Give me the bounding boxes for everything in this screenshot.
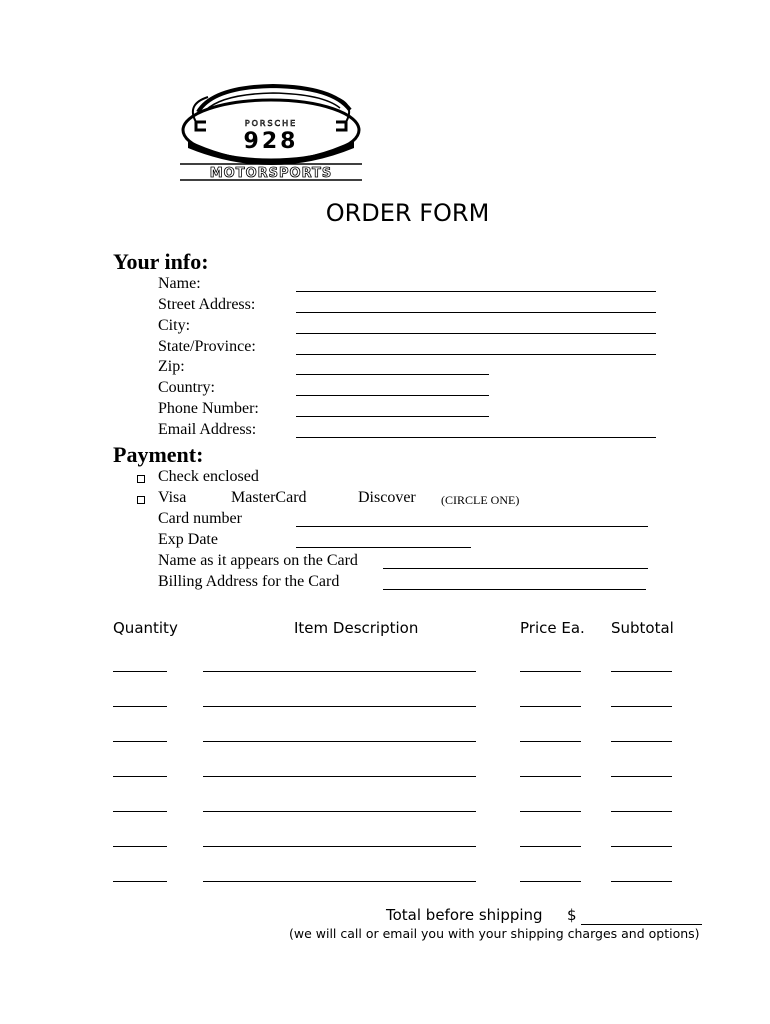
state-province-label: State/Province: xyxy=(158,338,256,355)
quantity-line[interactable] xyxy=(113,881,167,882)
price-line[interactable] xyxy=(520,881,581,882)
item-description-line[interactable] xyxy=(203,811,476,812)
price-each-header: Price Ea. xyxy=(520,619,585,637)
billing-address-label: Billing Address for the Card xyxy=(158,573,340,590)
email-address-field[interactable] xyxy=(296,437,656,438)
card-number-field[interactable] xyxy=(296,526,648,527)
subtotal-line[interactable] xyxy=(611,846,672,847)
visa-label: Visa xyxy=(158,489,187,506)
page-title: ORDER FORM xyxy=(325,199,490,227)
total-field[interactable] xyxy=(581,924,702,925)
exp-date-label: Exp Date xyxy=(158,531,218,548)
card-number-label: Card number xyxy=(158,510,242,527)
price-line[interactable] xyxy=(520,706,581,707)
name-label: Name: xyxy=(158,275,201,292)
name-on-card-field[interactable] xyxy=(383,568,648,569)
item-description-line[interactable] xyxy=(203,776,476,777)
price-line[interactable] xyxy=(520,741,581,742)
logo-bottom-text: MOTORSPORTS xyxy=(209,166,333,181)
subtotal-line[interactable] xyxy=(611,741,672,742)
zip-label: Zip: xyxy=(158,358,185,375)
porsche-928-motorsports-logo xyxy=(178,82,364,182)
circle-one-note: (CIRCLE ONE) xyxy=(441,493,520,507)
shipping-note: (we will call or email you with your shipping charges and options) xyxy=(289,926,700,941)
subtotal-line[interactable] xyxy=(611,706,672,707)
phone-number-field[interactable] xyxy=(296,416,489,417)
logo-number: 928 xyxy=(243,129,299,154)
discover-label: Discover xyxy=(358,489,416,506)
quantity-line[interactable] xyxy=(113,811,167,812)
check-enclosed-label: Check enclosed xyxy=(158,468,259,485)
quantity-header: Quantity xyxy=(113,619,178,637)
exp-date-field[interactable] xyxy=(296,547,471,548)
price-line[interactable] xyxy=(520,776,581,777)
subtotal-line[interactable] xyxy=(611,776,672,777)
price-line[interactable] xyxy=(520,811,581,812)
email-address-label: Email Address: xyxy=(158,421,257,438)
item-description-line[interactable] xyxy=(203,741,476,742)
name-field[interactable] xyxy=(296,291,656,292)
city-label: City: xyxy=(158,317,191,334)
country-field[interactable] xyxy=(296,395,489,396)
subtotal-line[interactable] xyxy=(611,881,672,882)
quantity-line[interactable] xyxy=(113,741,167,742)
subtotal-line[interactable] xyxy=(611,811,672,812)
card-checkbox[interactable] xyxy=(137,496,145,504)
total-label: Total before shipping xyxy=(386,906,543,924)
quantity-line[interactable] xyxy=(113,776,167,777)
subtotal-line[interactable] xyxy=(611,671,672,672)
city-field[interactable] xyxy=(296,333,656,334)
currency-symbol: $ xyxy=(567,906,577,924)
state-province-field[interactable] xyxy=(296,354,656,355)
subtotal-header: Subtotal xyxy=(611,619,674,637)
street-address-label: Street Address: xyxy=(158,296,256,313)
quantity-line[interactable] xyxy=(113,671,167,672)
price-line[interactable] xyxy=(520,671,581,672)
check-enclosed-checkbox[interactable] xyxy=(137,475,145,483)
quantity-line[interactable] xyxy=(113,846,167,847)
phone-number-label: Phone Number: xyxy=(158,400,259,417)
price-line[interactable] xyxy=(520,846,581,847)
item-description-line[interactable] xyxy=(203,706,476,707)
logo-top-text: PORSCHE xyxy=(244,119,298,128)
quantity-line[interactable] xyxy=(113,706,167,707)
item-description-line[interactable] xyxy=(203,846,476,847)
street-address-field[interactable] xyxy=(296,312,656,313)
item-description-line[interactable] xyxy=(203,881,476,882)
zip-field[interactable] xyxy=(296,374,489,375)
country-label: Country: xyxy=(158,379,215,396)
mastercard-label: MasterCard xyxy=(231,489,307,506)
name-on-card-label: Name as it appears on the Card xyxy=(158,552,358,569)
item-description-line[interactable] xyxy=(203,671,476,672)
your-info-heading: Your info: xyxy=(113,249,209,274)
payment-heading: Payment: xyxy=(113,442,204,467)
item-description-header: Item Description xyxy=(294,619,419,637)
billing-address-field[interactable] xyxy=(383,589,646,590)
